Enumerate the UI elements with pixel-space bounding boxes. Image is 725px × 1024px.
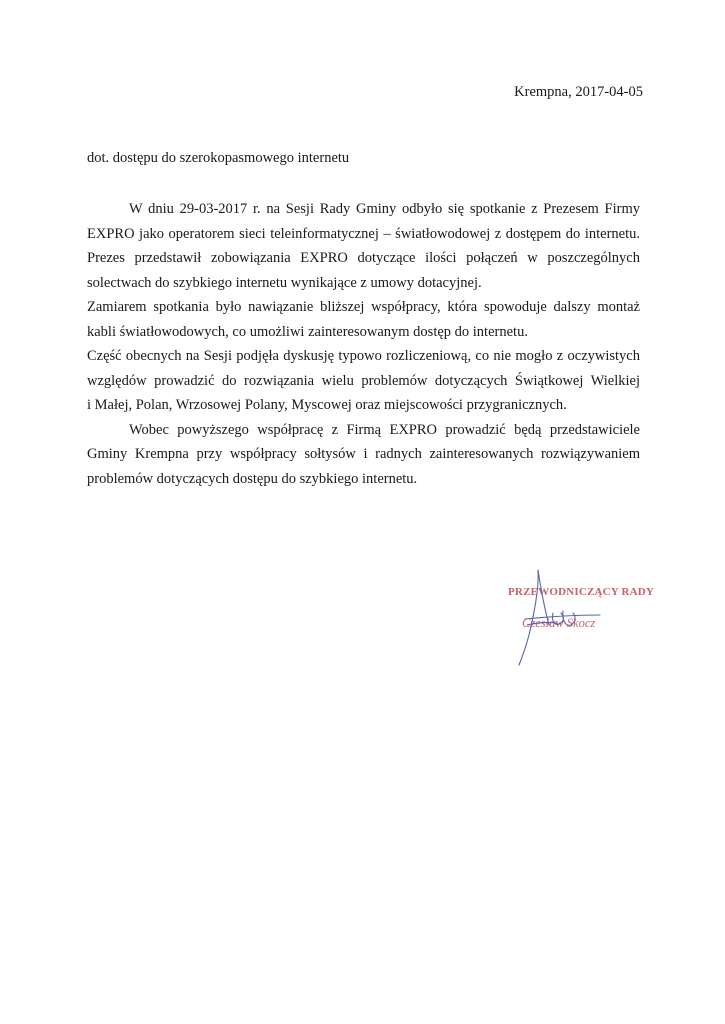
body-line: Część obecnych na Sesji podjęła dyskusję typowo rozliczeniową, co nie mogło z oczywistych: [87, 348, 640, 364]
body-line: Prezes przedstawił zobowiązania EXPRO dotyczące ilości połączeń w poszczególnych: [87, 250, 640, 266]
letter-body: [87, 197, 640, 491]
body-line: kabli światłowodowych, co umożliwi zainteresowanym dostęp do internetu.: [87, 323, 528, 340]
stamp-title: PRZEWODNICZĄCY RADY: [508, 586, 655, 598]
letter-subject: dot. dostępu do szerokopasmowego internetu: [87, 150, 350, 166]
handwritten-signature: [505, 565, 625, 675]
letter-date: Krempna, 2017-04-05: [514, 84, 643, 100]
body-line: W dniu 29-03-2017 r. na Sesji Rady Gminy odbyło się spotkanie z Prezesem Firmy: [129, 201, 640, 217]
body-line: względów prowadzić do rozwiązania wielu problemów dotyczących Świątkowej Wielkiej: [87, 372, 640, 389]
stamp-name: Czesław Skocz: [522, 616, 596, 630]
body-line: i Małej, Polan, Wrzosowej Polany, Myscowej oraz miejscowości przygranicznych.: [87, 397, 567, 413]
body-line: Wobec powyższego współpracę z Firmą EXPRO prowadzić będą przedstawiciele: [129, 421, 640, 438]
body-line: EXPRO jako operatorem sieci teleinformatycznej – światłowodowej z dostępem do internetu.: [87, 225, 640, 242]
body-line: solectwach do szybkiego internetu wynikające z umowy dotacyjnej.: [87, 274, 482, 291]
body-line: problemów dotyczących dostępu do szybkiego internetu.: [87, 470, 418, 487]
body-line: Gminy Krempna przy współpracy sołtysów i radnych zainteresowanych rozwiązywaniem: [87, 446, 640, 462]
body-line: Zamiarem spotkania było nawiązanie bliższej współpracy, która spowoduje dalszy montaż: [87, 299, 640, 315]
